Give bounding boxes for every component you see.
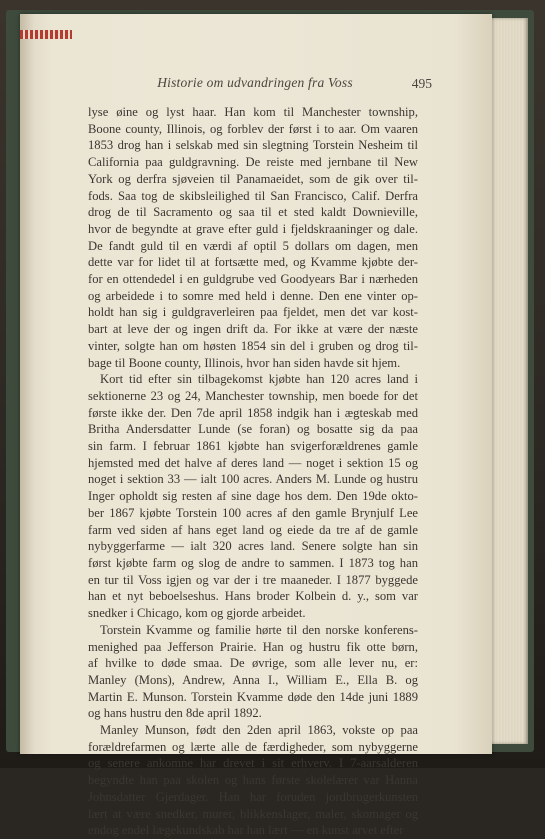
- text-line: De fandt guld til en værdi af optil 5 dollars om dagen, men: [88, 238, 418, 253]
- text-line: 1853 drog han i selskab med sin slegtning Torstein Nesheim til: [88, 138, 418, 153]
- text-line: sin farm. I februar 1861 kjøbte han svigerforældrenes gamle: [88, 439, 418, 454]
- body-text: [88, 104, 418, 839]
- text-line: og senere ankomne har drevet i sit erhverv. I 7-aarsalderen: [88, 756, 418, 771]
- page-number: 495: [411, 76, 432, 91]
- text-line: begyndte han paa skolen og hans første skolelærer var Hanna: [88, 773, 418, 788]
- text-line: hjemsted med det halve af deres land — noget i sektion 15 og: [88, 455, 418, 470]
- paragraph: [88, 371, 418, 622]
- text-line: sektionerne 23 og 24, Manchester township, men boede for det: [88, 388, 418, 403]
- text-line: ber 1867 kjøbte Torstein 100 acres af den gamle Brynjulf Lee: [88, 505, 418, 520]
- text-line: California paa guldgravning. De reiste med jernbane til New: [88, 155, 418, 170]
- text-line: Inger opholdt sig resten af sine dage hos dem. Den 19de okto-: [88, 489, 418, 504]
- text-line: holdt han sig i guldgraverleiren paa fjeldet, men det var kost-: [88, 305, 418, 320]
- text-line: han et nyt beboelseshus. Hans broder Kolbein d. y., som var: [88, 589, 418, 604]
- text-line: bage til Boone county, Illinois, hvor han siden havde sit hjem.: [88, 355, 401, 370]
- text-line: en tur til Voss igjen og var der i tre maaneder. I 1877 byggede: [88, 572, 418, 587]
- text-line: menighed paa Jefferson Prairie. Han og hustru fik otte børn,: [88, 639, 418, 654]
- text-line: Kort tid efter sin tilbagekomst kjøbte han 120 acres land i: [100, 372, 418, 387]
- text-line: bart at leve der og ingen drift da. For ikke at være der næste: [88, 322, 418, 337]
- text-line: Martin E. Munson. Torstein Kvamme døde den 14de juni 1889: [88, 689, 418, 704]
- text-line: Boone county, Illinois, og forblev der først i to aar. Om vaaren: [88, 121, 418, 136]
- bookmark-ribbon: [20, 30, 72, 39]
- text-line: Johnsdatter Gjerdager. Han har foruden jordbrugerkunsten: [88, 789, 418, 804]
- paragraph: [88, 622, 418, 722]
- page-edges: [488, 18, 528, 744]
- text-line: drog de til Sacramento og saa til et sted kaldt Downieville,: [88, 205, 418, 220]
- text-line: lyse øine og lyst haar. Han kom til Manchester township,: [88, 105, 418, 119]
- text-line: og hans hustru den 8de april 1892.: [88, 706, 262, 721]
- text-line: snedker i Chicago, kom og gjorde arbeidet.: [88, 606, 306, 621]
- text-line: Torstein Kvamme og familie hørte til den norske konferens-: [100, 622, 418, 637]
- text-line: først kjøbte farm og slog de andre to sammen. I 1873 tog han: [88, 555, 418, 570]
- text-line: dette var for lidet til at fortsætte med, og Kvamme kjøbte der-: [88, 255, 418, 270]
- text-line: farm ved siden af hans eget land og eiede da tre af de gamle: [88, 522, 418, 537]
- text-line: første ikke der. Den 7de april 1858 indgik han i ægteskab med: [88, 405, 418, 420]
- text-line: forældrefarmen og lærte alle de færdigheder, som nybyggerne: [88, 739, 418, 754]
- text-line: Britha Andersdatter Lunde (se foran) og bosatte sig da paa: [88, 422, 418, 437]
- text-line: lært at være snedker, murer, blikkenslager, maler, skomager og: [88, 806, 418, 821]
- text-line: og arbeidede i to somre med held i denne. Den ene vinter op-: [88, 288, 418, 303]
- text-line: af hvilke to døde smaa. De øvrige, som alle lever nu, er:: [88, 656, 418, 671]
- text-line: Manley Munson, født den 2den april 1863, vokste op paa: [100, 723, 418, 738]
- text-line: endog endel lægekundskab har han lært — en kunst arvet efter: [88, 823, 404, 838]
- running-title: Historie om udvandringen fra Voss: [157, 75, 353, 90]
- paragraph: [88, 104, 418, 371]
- paragraph: [88, 722, 418, 839]
- text-line: vinter, solgte han om høsten 1854 sin del i gruben og drog til-: [88, 338, 418, 353]
- text-line: for en ottendedel i en guldgrube ved Goodyears Bar i nærheden: [88, 272, 418, 287]
- text-line: Manley (Mons), Andrew, Anna I., William E., Ella B. og: [88, 672, 418, 687]
- text-line: hvor de begyndte at grave efter guld i fjeldskraaninger og dale.: [88, 221, 418, 236]
- text-line: noget i sektion 33 — ialt 100 acres. Anders M. Lunde og hustru: [88, 472, 418, 487]
- text-line: nybyggerfarme — ialt 320 acres land. Senere solgte han sin: [88, 539, 418, 554]
- text-line: fods. Saa tog de skibsleilighed til San Francisco, Calif. Derfra: [88, 188, 418, 203]
- text-line: York og derfra sjøveien til Panamaeidet, som de gik over til-: [88, 171, 418, 186]
